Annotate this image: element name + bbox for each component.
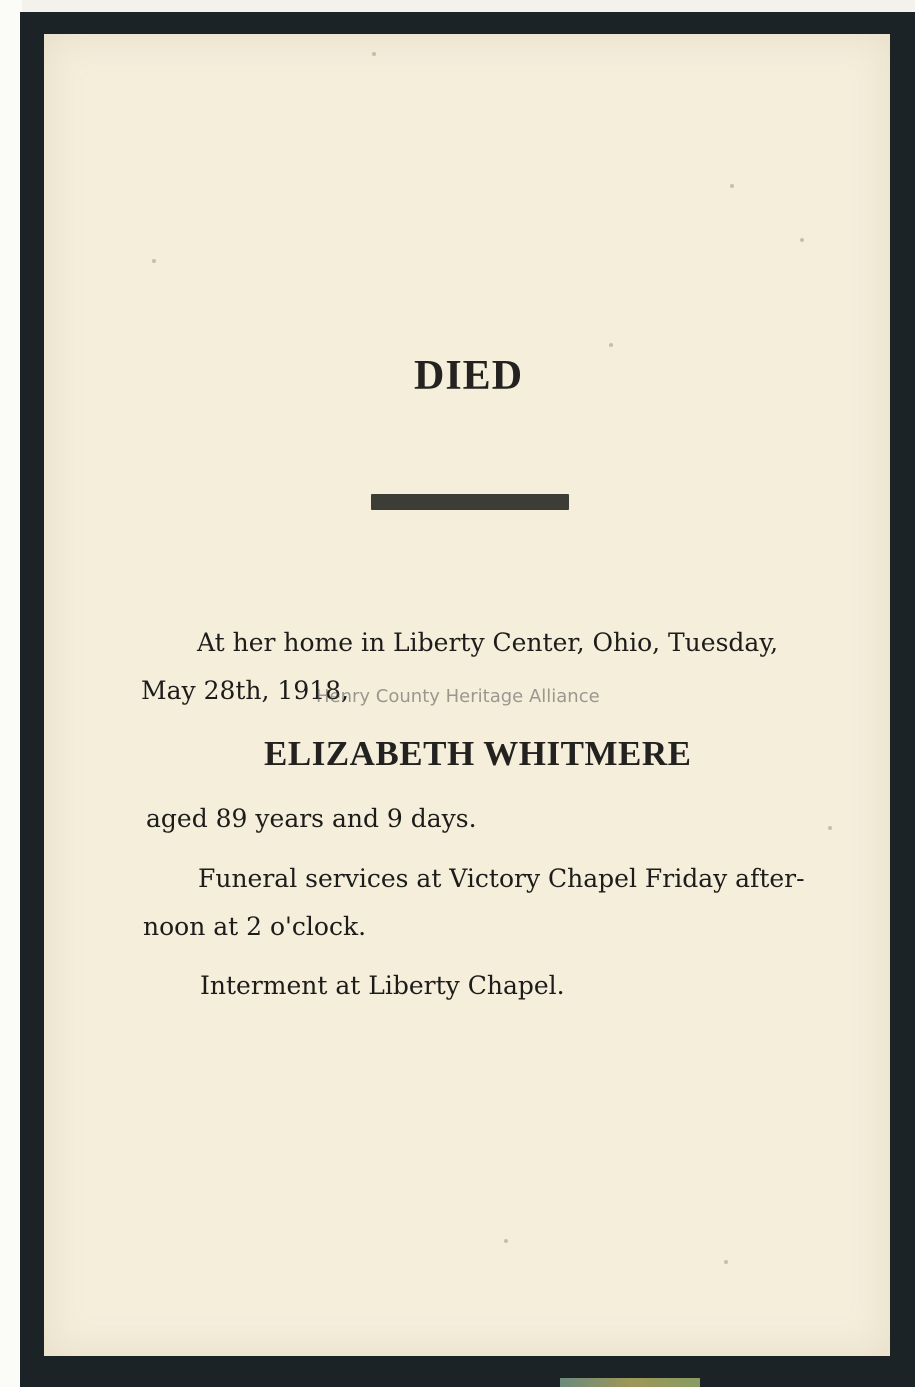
paper-speck — [152, 259, 156, 263]
mourning-rule — [371, 494, 569, 510]
funeral-line: Funeral services at Victory Chapel Friday after- — [198, 864, 805, 893]
scan-color-strip — [560, 1378, 700, 1387]
paper-speck — [504, 1239, 508, 1243]
date-line: May 28th, 1918, — [141, 676, 349, 705]
age-line: aged 89 years and 9 days. — [146, 804, 477, 833]
died-heading: DIED — [414, 353, 524, 399]
paper-speck — [730, 184, 734, 188]
residence-line: At her home in Liberty Center, Ohio, Tuesday, — [197, 628, 779, 657]
paper-speck — [800, 238, 804, 242]
paper-speck — [372, 52, 376, 56]
deceased-name: ELIZABETH WHITMERE — [264, 734, 692, 773]
scan-margin — [0, 0, 22, 1387]
watermark: Henry County Heritage Alliance — [316, 686, 600, 707]
paper-speck — [828, 826, 832, 830]
paper-speck — [609, 343, 613, 347]
paper-speck — [724, 1260, 728, 1264]
interment-line: Interment at Liberty Chapel. — [200, 971, 565, 1000]
funeral-time-line: noon at 2 o'clock. — [143, 912, 367, 941]
